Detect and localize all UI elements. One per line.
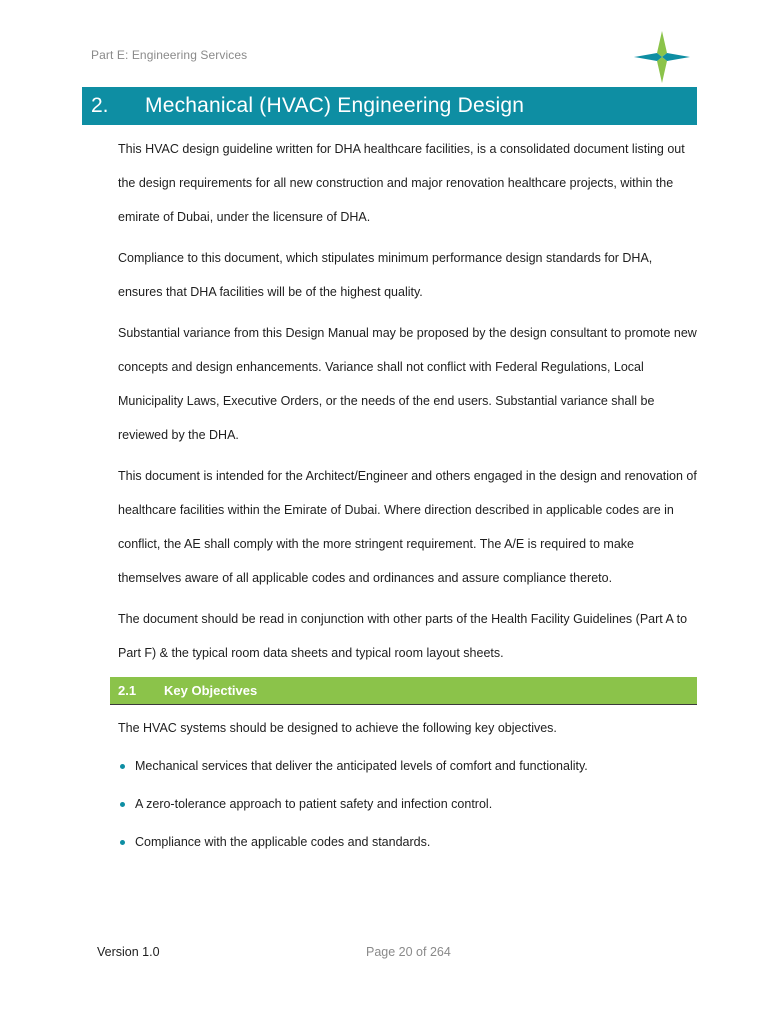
bullet-icon bbox=[120, 764, 125, 769]
footer-page-number: Page 20 of 264 bbox=[366, 945, 451, 959]
paragraph-audience: This document is intended for the Architect/Engineer and others engaged in the design and renovation of healthcare facilities within the Emirate of Dubai. Where direction described in applicable codes are in conflict, the AE shall comply with the more stringent requirement. The A/E is required to make themselves aware of all applicable codes and ordinances and assure compliance thereto. bbox=[118, 469, 697, 585]
paragraph-compliance: Compliance to this document, which stipulates minimum performance design standards for DHA, ensures that DHA facilities will be of the highest quality. bbox=[118, 251, 653, 299]
objectives-intro: The HVAC systems should be designed to achieve the following key objectives. bbox=[118, 721, 557, 735]
subsection-number: 2.1 bbox=[118, 683, 137, 698]
list-item-text: Mechanical services that deliver the anticipated levels of comfort and functionality. bbox=[135, 759, 588, 773]
list-item bbox=[118, 795, 698, 813]
bullet-icon bbox=[120, 840, 125, 845]
main-content bbox=[118, 132, 698, 871]
paragraph-reading: The document should be read in conjunction with other parts of the Health Facility Guidelines (Part A to Part F) & the typical room data sheets and typical room layout sheets. bbox=[118, 612, 688, 660]
subsection-heading bbox=[110, 677, 697, 705]
list-item bbox=[118, 757, 698, 775]
list-item bbox=[118, 833, 698, 851]
footer-version: Version 1.0 bbox=[97, 945, 160, 959]
objectives-list bbox=[118, 757, 698, 851]
list-item-text: Compliance with the applicable codes and standards. bbox=[135, 835, 431, 849]
paragraph-scope: This HVAC design guideline written for DHA healthcare facilities, is a consolidated document listing out the design requirements for all new construction and major renovation healthcare projects, within the emirate of Dubai, under the licensure of DHA. bbox=[118, 142, 685, 224]
subsection-title: Key Objectives bbox=[164, 683, 258, 698]
section-heading bbox=[82, 87, 697, 125]
section-title: Mechanical (HVAC) Engineering Design bbox=[145, 94, 525, 117]
dha-star-logo-icon bbox=[634, 31, 690, 83]
paragraph-variance: Substantial variance from this Design Manual may be proposed by the design consultant to promote new concepts and design enhancements. Variance shall not conflict with Federal Regulations, Local Municipality Laws, Executive Orders, or the needs of the end users. Substantial variance shall be reviewed by the DHA. bbox=[118, 326, 697, 442]
running-header: Part E: Engineering Services bbox=[91, 48, 248, 62]
list-item-text: A zero-tolerance approach to patient safety and infection control. bbox=[135, 797, 493, 811]
bullet-icon bbox=[120, 802, 125, 807]
section-number: 2. bbox=[91, 94, 109, 117]
